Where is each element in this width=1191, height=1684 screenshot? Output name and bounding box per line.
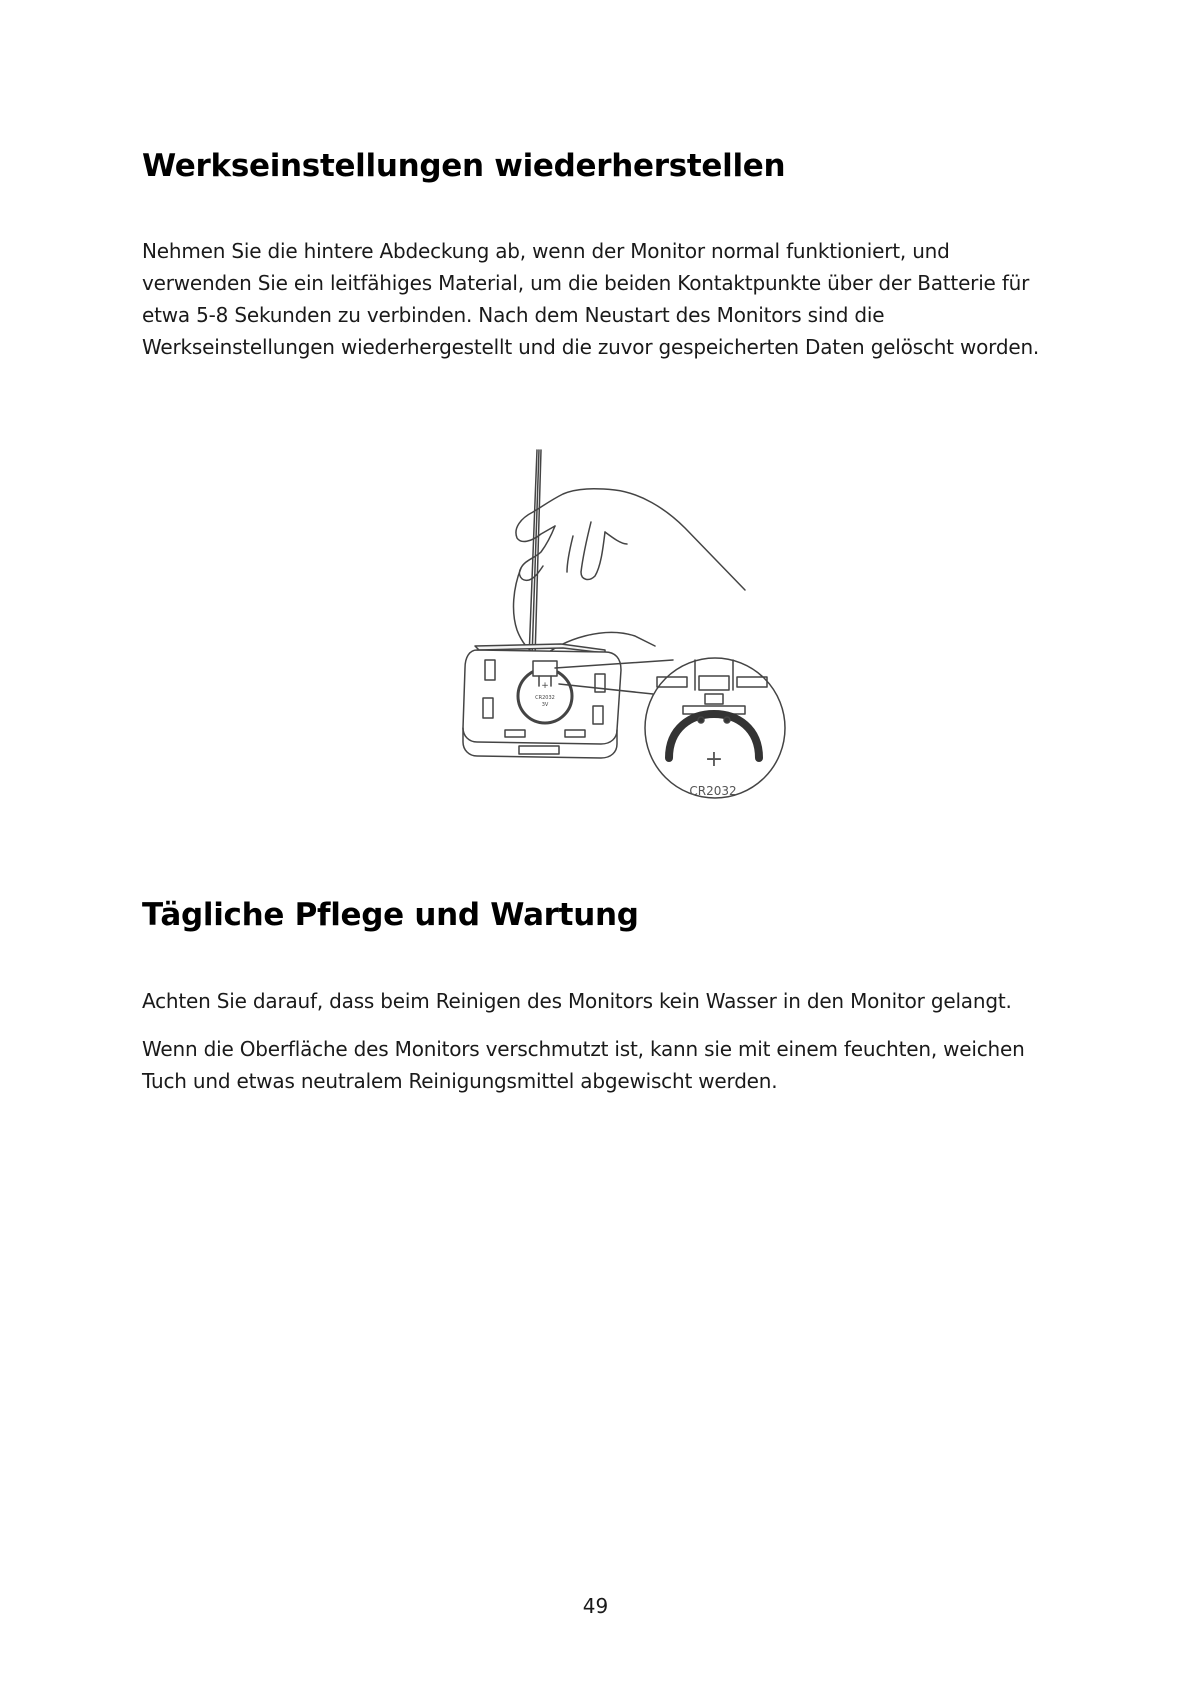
paragraph-line: Wenn die Oberfläche des Monitors verschmutzt ist, kann sie mit einem feuchten, weichen	[142, 1037, 1025, 1061]
paragraph-line: etwa 5-8 Sekunden zu verbinden. Nach dem Neustart des Monitors sind die	[142, 303, 885, 327]
paragraph-line: Tuch und etwas neutralem Reinigungsmittel abgewischt werden.	[142, 1069, 778, 1093]
battery-label-zoom: CR2032	[689, 784, 737, 798]
daily-care-paragraph-2	[142, 1033, 1062, 1097]
section-heading-daily-care: Tägliche Pflege und Wartung	[142, 897, 639, 933]
battery-voltage-small: 3V	[541, 702, 549, 708]
section-heading-factory-reset: Werkseinstellungen wiederherstellen	[142, 148, 786, 184]
page-number: 49	[582, 1594, 609, 1618]
battery-plus-small: +	[541, 681, 549, 691]
battery-reset-illustration	[455, 448, 795, 808]
paragraph-line: verwenden Sie ein leitfähiges Material, um die beiden Kontaktpunkte über der Batterie für	[142, 271, 1030, 295]
paragraph-line: Achten Sie darauf, dass beim Reinigen des Monitors kein Wasser in den Monitor gelangt.	[142, 989, 1012, 1013]
battery-label-small: CR2032	[535, 695, 555, 701]
paragraph-line: Werkseinstellungen wiederhergestellt und die zuvor gespeicherten Daten gelöscht worden.	[142, 335, 1040, 359]
plus-symbol: +	[704, 747, 724, 772]
hand-icon	[514, 489, 745, 658]
monitor-device	[463, 644, 621, 758]
factory-reset-paragraph	[142, 235, 1062, 363]
zoom-detail-circle	[645, 658, 785, 798]
daily-care-paragraph-1	[142, 985, 1062, 1017]
paragraph-line: Nehmen Sie die hintere Abdeckung ab, wenn der Monitor normal funktioniert, und	[142, 239, 950, 263]
